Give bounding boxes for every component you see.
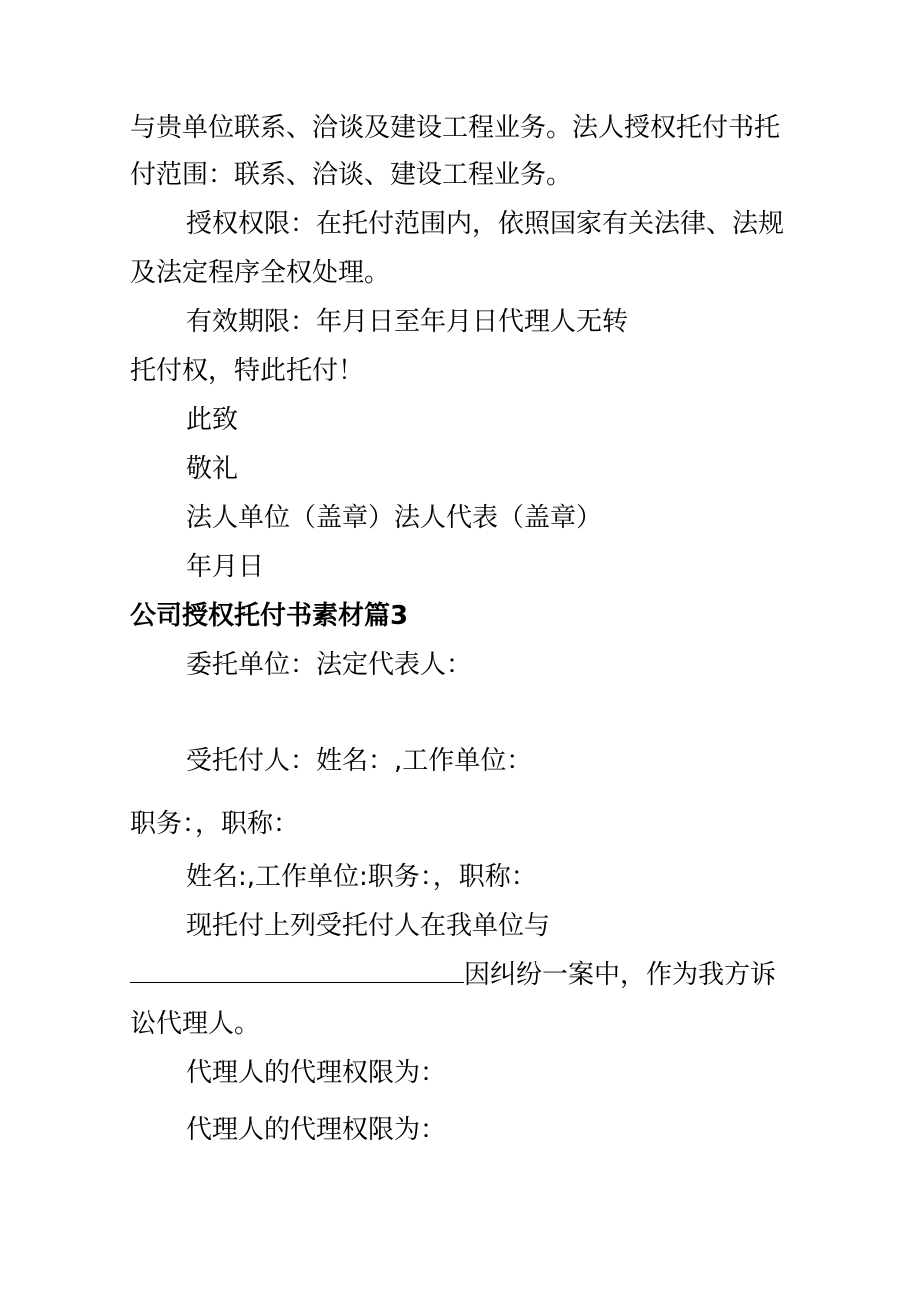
body-text-line: 付范围：联系、洽谈、建设工程业务。	[130, 160, 573, 190]
date-line: 年月日	[186, 552, 265, 582]
body-text-line: 讼代理人。	[130, 1009, 261, 1039]
body-text-line: 职务：，职称：	[130, 809, 300, 839]
body-text-line: 姓名:,工作单位:职务：，职称：	[186, 862, 537, 892]
section-heading: 公司授权托付书素材篇3	[130, 601, 409, 631]
body-text-line: 授权权限：在托付范围内，依照国家有关法律、法规	[186, 209, 785, 239]
signature-line: 法人单位（盖章）法人代表（盖章）	[186, 503, 603, 533]
body-text-line: 及法定程序全权处理。	[130, 258, 391, 288]
body-text-line: 与贵单位联系、洽谈及建设工程业务。法人授权托付书托	[130, 113, 781, 143]
body-text-line: 托付权，特此托付！	[130, 356, 365, 386]
body-text-line: 代理人的代理权限为：	[186, 1115, 447, 1145]
salutation-line: 此致	[186, 405, 239, 435]
body-text-line: 现托付上列受托付人在我单位与	[186, 911, 551, 941]
salutation-line: 敬礼	[186, 454, 239, 484]
body-text-line: 有效期限：年月日至年月日代理人无转	[186, 307, 629, 337]
fill-in-blank	[130, 960, 464, 983]
body-text-line-with-blank	[130, 959, 776, 991]
body-text-line: 受托付人：姓名：,工作单位：	[186, 746, 533, 776]
body-text-fragment: 因纠纷一案中，作为我方诉	[464, 960, 777, 990]
body-text-line: 代理人的代理权限为：	[186, 1058, 447, 1088]
body-text-line: 委托单位：法定代表人：	[186, 650, 473, 680]
